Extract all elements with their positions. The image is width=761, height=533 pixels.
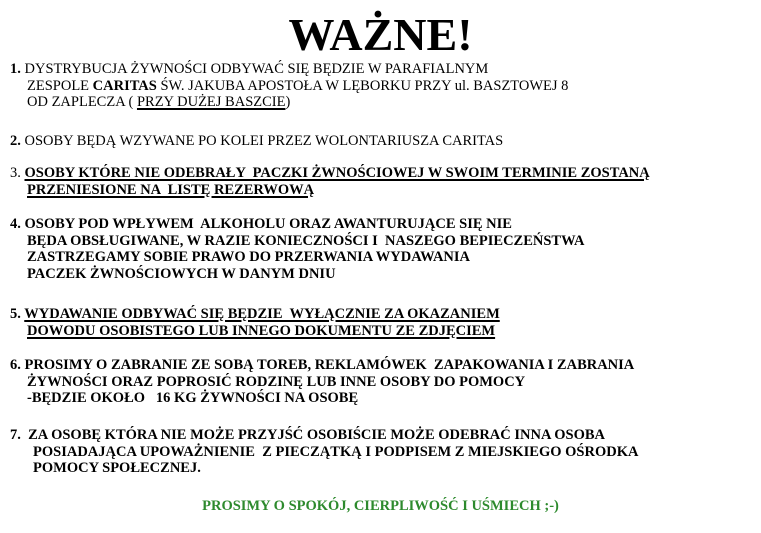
notice-item-1-line-3 [0, 94, 568, 111]
notice-item-4 [0, 216, 584, 282]
item-text: ŚW. JAKUBA APOSTOŁA W LĘBORKU PRZY ul. BASZTOWEJ 8 [156, 77, 569, 94]
notice-item-1 [0, 61, 568, 111]
notice-item-4-line-1 [0, 216, 584, 233]
item-text: DOWODU OSOBISTEGO LUB INNEGO DOKUMENTU ZE ZDJĘCIEM [27, 322, 496, 339]
caritas-bold-text: CARITAS [92, 77, 157, 94]
item-number: 6. [10, 357, 21, 373]
notice-item-2 [0, 133, 503, 150]
item-text: WYDAWANIE ODBYWAĆ SIĘ BĘDZIE WYŁĄCZNIE ZA OKAZANIEM [24, 306, 500, 322]
item-number: 7. [10, 427, 21, 443]
notice-item-5-line-1 [0, 306, 500, 323]
notice-item-6-line-3: -BĘDZIE OKOŁO 16 KG ŻYWNOŚCI NA OSOBĘ [27, 390, 359, 406]
item-text: OSOBY KTÓRE NIE ODEBRAŁY PACZKI ŻWNOŚCIOWEJ W SWOIM TERMINIE ZOSTANĄ [24, 165, 650, 181]
underlined-location: PRZY DUŻEJ BASZCIE [136, 94, 286, 110]
item-text: DYSTRYBUCJA ŻYWNOŚCI ODBYWAĆ SIĘ BĘDZIE W PARAFIALNYM [24, 61, 489, 77]
item-number: 3. [10, 165, 21, 181]
notice-item-6-line-2: ŻYWNOŚCI ORAZ POPROSIĆ RODZINĘ LUB INNE OSOBY DO POMOCY [27, 373, 526, 390]
item-text: ) [285, 94, 291, 110]
notice-item-7-line-2: POSIADAJĄCA UPOWAŻNIENIE Z PIECZĄTKĄ I PODPISEM Z MIEJSKIEGO OŚRODKA [33, 443, 639, 460]
notice-item-4-line-4: PACZEK ŻWNOŚCIOWYCH W DANYM DNIU [27, 265, 336, 282]
notice-item-1-line-1 [0, 61, 568, 78]
item-number: 2. [10, 133, 21, 149]
item-number: 1. [10, 61, 21, 77]
notice-item-2-line-1 [0, 133, 503, 150]
item-text: OSOBY BĘDĄ WZYWANE PO KOLEI PRZEZ WOLONTARIUSZA CARITAS [24, 133, 504, 149]
notice-item-4-line-3: ZASTRZEGAMY SOBIE PRAWO DO PRZERWANIA WYDAWANIA [27, 249, 471, 265]
item-text: OD ZAPLECZA ( [27, 94, 137, 110]
item-number: 4. [10, 216, 21, 232]
notice-item-4-line-2: BĘDA OBSŁUGIWANE, W RAZIE KONIECZNOŚCI I NASZEGO BEPIECZEŃSTWA [27, 232, 585, 249]
notice-item-6 [0, 357, 634, 407]
closing-message: PROSIMY O SPOKÓJ, CIERPLIWOŚĆ I UŚMIECH ;-) [202, 498, 559, 514]
item-text: ZESPOLE [27, 77, 93, 94]
notice-item-5 [0, 306, 500, 339]
notice-item-6-line-1 [0, 357, 634, 374]
item-text: ZA OSOBĘ KTÓRA NIE MOŻE PRZYJŚĆ OSOBIŚCIE MOŻE ODEBRAĆ INNA OSOBA [28, 427, 606, 443]
item-text: OSOBY POD WPŁYWEM ALKOHOLU ORAZ AWANTURUJĄCE SIĘ NIE [24, 216, 512, 232]
notice-item-3 [0, 165, 650, 198]
page-title: WAŻNE! [288, 9, 473, 60]
notice-item-7 [0, 427, 638, 477]
notice-item-7-line-1 [0, 427, 638, 444]
notice-item-3-line-1 [0, 165, 650, 182]
item-number: 5. [10, 306, 21, 322]
item-text: PRZENIESIONE NA LISTĘ REZERWOWĄ [27, 181, 315, 198]
notice-item-3-line-2 [0, 182, 650, 199]
notice-item-1-line-2 [0, 78, 568, 95]
item-text: PROSIMY O ZABRANIE ZE SOBĄ TOREB, REKLAMÓWEK ZAPAKOWANIA I ZABRANIA [24, 357, 635, 373]
notice-item-5-line-2 [0, 323, 500, 340]
notice-item-7-line-3: POMOCY SPOŁECZNEJ. [33, 460, 201, 476]
